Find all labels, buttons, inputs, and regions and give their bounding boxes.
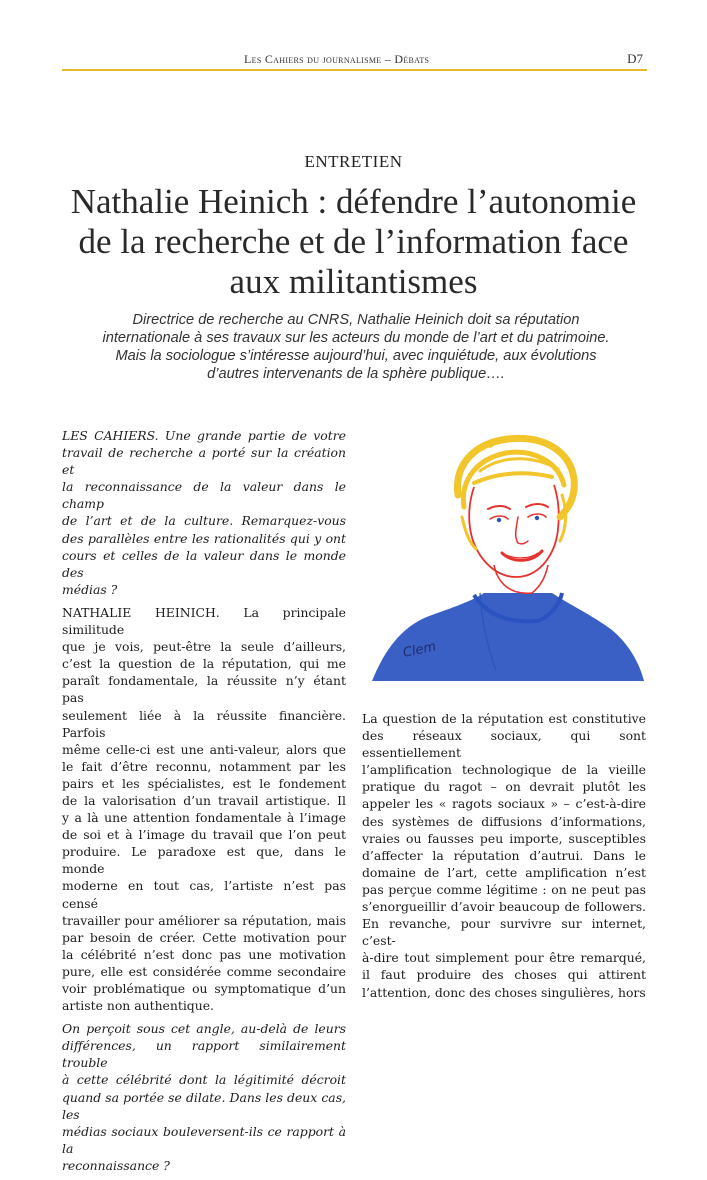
text-line: moderne en tout cas, l’artiste n’est pas censé bbox=[62, 878, 346, 911]
text-line: que je vois, peut-être la seule d’ailleurs, bbox=[62, 639, 346, 655]
text-line: pure, elle est considérée comme secondaire bbox=[62, 963, 346, 979]
text-line: le fait d’être reconnu, notamment par les bbox=[62, 758, 346, 774]
text-line: pratique du ragot – on devrait plutôt les bbox=[362, 779, 646, 795]
text-line: On perçoit sous cet angle, au-delà de leurs bbox=[62, 1021, 346, 1037]
text-line: travailler pour améliorer sa réputation, mais bbox=[62, 912, 346, 928]
text-line: l’amplification technologique de la vieille bbox=[362, 762, 646, 778]
text-line: vraies ou fausses peu importe, susceptibles bbox=[362, 830, 646, 846]
journal-title: Les Cahiers du journalisme – Débats bbox=[244, 52, 430, 66]
text-line: à-dire tout simplement pour être remarqué, bbox=[362, 950, 646, 966]
text-line: y a là une attention fondamentale à l’image bbox=[62, 810, 346, 826]
text-line: la reconnaissance de la valeur dans le champ bbox=[62, 479, 346, 512]
eye-right-icon bbox=[535, 516, 539, 520]
headline-line: de la recherche et de l’information face bbox=[78, 222, 629, 261]
text-line: reconnaissance ? bbox=[62, 1157, 170, 1173]
text-line: pairs et les spécialistes, est le fondement bbox=[62, 775, 346, 791]
section-kicker: ENTRETIEN bbox=[304, 152, 403, 171]
text-line: paraît fondamentale, la réussite n’y étant pas bbox=[62, 673, 346, 706]
text-line: travail de recherche a porté sur la création et bbox=[62, 445, 346, 478]
text-line: l’attention, donc des choses singulières, hors bbox=[362, 984, 646, 1000]
standfirst-line: internationale à ses travaux sur les acteurs du monde de l’art et du patrimoine. bbox=[102, 330, 610, 346]
text-line: la célébrité n’est donc pas une motivation bbox=[62, 946, 346, 962]
text-line: des réseaux sociaux, qui sont essentiellement bbox=[362, 728, 646, 761]
question-2 bbox=[62, 1020, 346, 1174]
text-line: à cette célébrité dont la légitimité décroit bbox=[62, 1072, 346, 1088]
answer-1 bbox=[62, 604, 346, 1014]
portrait-illustration bbox=[362, 425, 646, 685]
text-line: produire. Le paradoxe est que, dans le monde bbox=[62, 844, 346, 877]
eye-left-icon bbox=[497, 518, 501, 522]
text-line: NATHALIE HEINICH. La principale similitude bbox=[62, 604, 346, 638]
header-rule bbox=[62, 69, 647, 71]
text-line: d’affecter la réputation d’autrui. Dans le bbox=[362, 847, 646, 863]
article-headline bbox=[40, 182, 667, 302]
headline-line: aux militantismes bbox=[229, 262, 478, 301]
text-line: cours et celles de la valeur dans le monde des bbox=[62, 547, 346, 580]
face-outline bbox=[469, 485, 559, 577]
text-line: pas perçue comme légitime : on ne peut pas bbox=[362, 881, 646, 897]
text-line: médias ? bbox=[62, 581, 118, 597]
text-line: quand sa portée se dilate. Dans les deux cas, les bbox=[62, 1089, 346, 1122]
standfirst-line: Directrice de recherche au CNRS, Nathalie Heinich doit sa réputation bbox=[132, 312, 580, 328]
standfirst-line: d’autres intervenants de la sphère publique…. bbox=[207, 366, 505, 382]
text-line: LES CAHIERS. Une grande partie de votre bbox=[62, 428, 346, 443]
illustration-signature: Clem bbox=[401, 639, 438, 661]
text-line: de la valorisation d’un travail artistique. Il bbox=[62, 792, 346, 808]
text-line: s’enorgueillir d’avoir beaucoup de followers. bbox=[362, 899, 646, 915]
question-1 bbox=[62, 427, 346, 598]
text-line: il faut produire des choses qui attirent bbox=[362, 967, 646, 983]
text-line: artiste non authentique. bbox=[62, 998, 214, 1014]
text-line: par besoin de créer. Cette motivation pour bbox=[62, 929, 346, 945]
text-line: La question de la réputation est constitutive bbox=[362, 711, 646, 726]
page-number: D7 bbox=[627, 51, 643, 66]
text-line: médias sociaux bouleversent-ils ce rapport à la bbox=[62, 1123, 346, 1156]
text-line: de l’art et de la culture. Remarquez-vous bbox=[62, 513, 346, 529]
text-line: seulement liée à la réussite financière. Parfois bbox=[62, 707, 346, 740]
running-header bbox=[62, 50, 647, 70]
text-line: c’est la question de la réputation, qui me bbox=[62, 656, 346, 672]
text-line: des systèmes de diffusions d’informations, bbox=[362, 813, 646, 829]
sweater-shape bbox=[372, 593, 644, 681]
answer-2 bbox=[362, 710, 646, 1001]
headline-line: Nathalie Heinich : défendre l’autonomie bbox=[70, 182, 637, 221]
text-line: domaine de l’art, cette amplification n’est bbox=[362, 864, 646, 880]
facial-features bbox=[488, 504, 548, 560]
text-line: de soi et à l’image du travail que l’on peut bbox=[62, 827, 346, 843]
neck-outline bbox=[494, 565, 548, 593]
left-column bbox=[62, 427, 346, 1180]
text-line: voir problématique ou symptomatique d’un bbox=[62, 981, 346, 996]
standfirst bbox=[56, 311, 656, 383]
text-line: même celle-ci est une anti-valeur, alors que bbox=[62, 741, 346, 757]
right-column bbox=[362, 710, 646, 1007]
text-line: En revanche, pour survivre sur internet, c’est- bbox=[362, 916, 646, 949]
text-line: des parallèles entre les rationalités qui y ont bbox=[62, 530, 346, 546]
text-line: différences, un rapport similairement trouble bbox=[62, 1038, 346, 1071]
standfirst-line: Mais la sociologue s’intéresse aujourd’hui, avec inquiétude, aux évolutions bbox=[115, 348, 597, 364]
text-line: appeler les « ragots sociaux » – c’est-à-dire bbox=[362, 796, 646, 812]
